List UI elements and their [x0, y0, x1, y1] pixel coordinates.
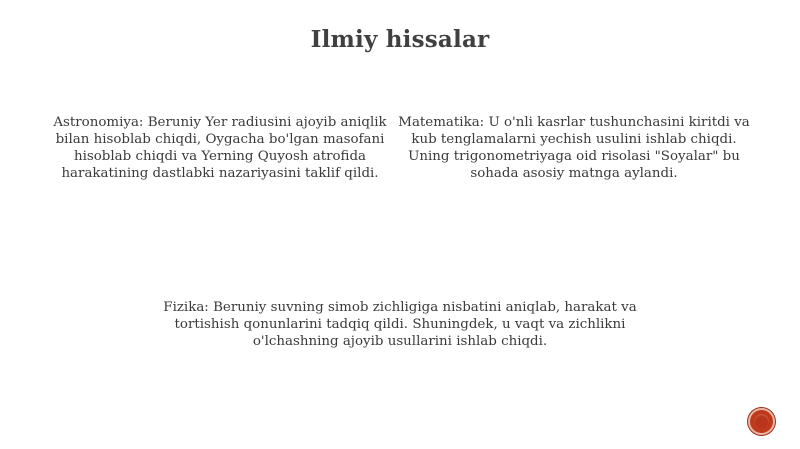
- slide-title: Ilmiy hissalar: [310, 26, 490, 53]
- mathematics-text: Matematika: U o'nli kasrlar tushunchasini kiritdi va kub tenglamalarni yechish usulini ishlab chiqdi. Uning trigonometriyaga oid risolasi "Soyalar" bu sohada asosiy matnga aylandi.: [398, 115, 750, 181]
- astronomy-text: Astronomiya: Beruniy Yer radiusini ajoyib aniqlik bilan hisoblab chiqdi, Oygacha bo'lgan masofani hisoblab chiqdi va Yerning Quyosh atrofida harakatining dastlabki nazariyasini taklif qildi.: [53, 115, 387, 181]
- next-slide-button[interactable]: [748, 408, 775, 435]
- physics-text: Fizika: Beruniy suvning simob zichligiga nisbatini aniqlab, harakat va tortishish qonunlarini tadqiq qildi. Shuningdek, u vaqt va zichlikni o'lchashning ajoyib usullarini ishlab chiqdi.: [163, 300, 637, 349]
